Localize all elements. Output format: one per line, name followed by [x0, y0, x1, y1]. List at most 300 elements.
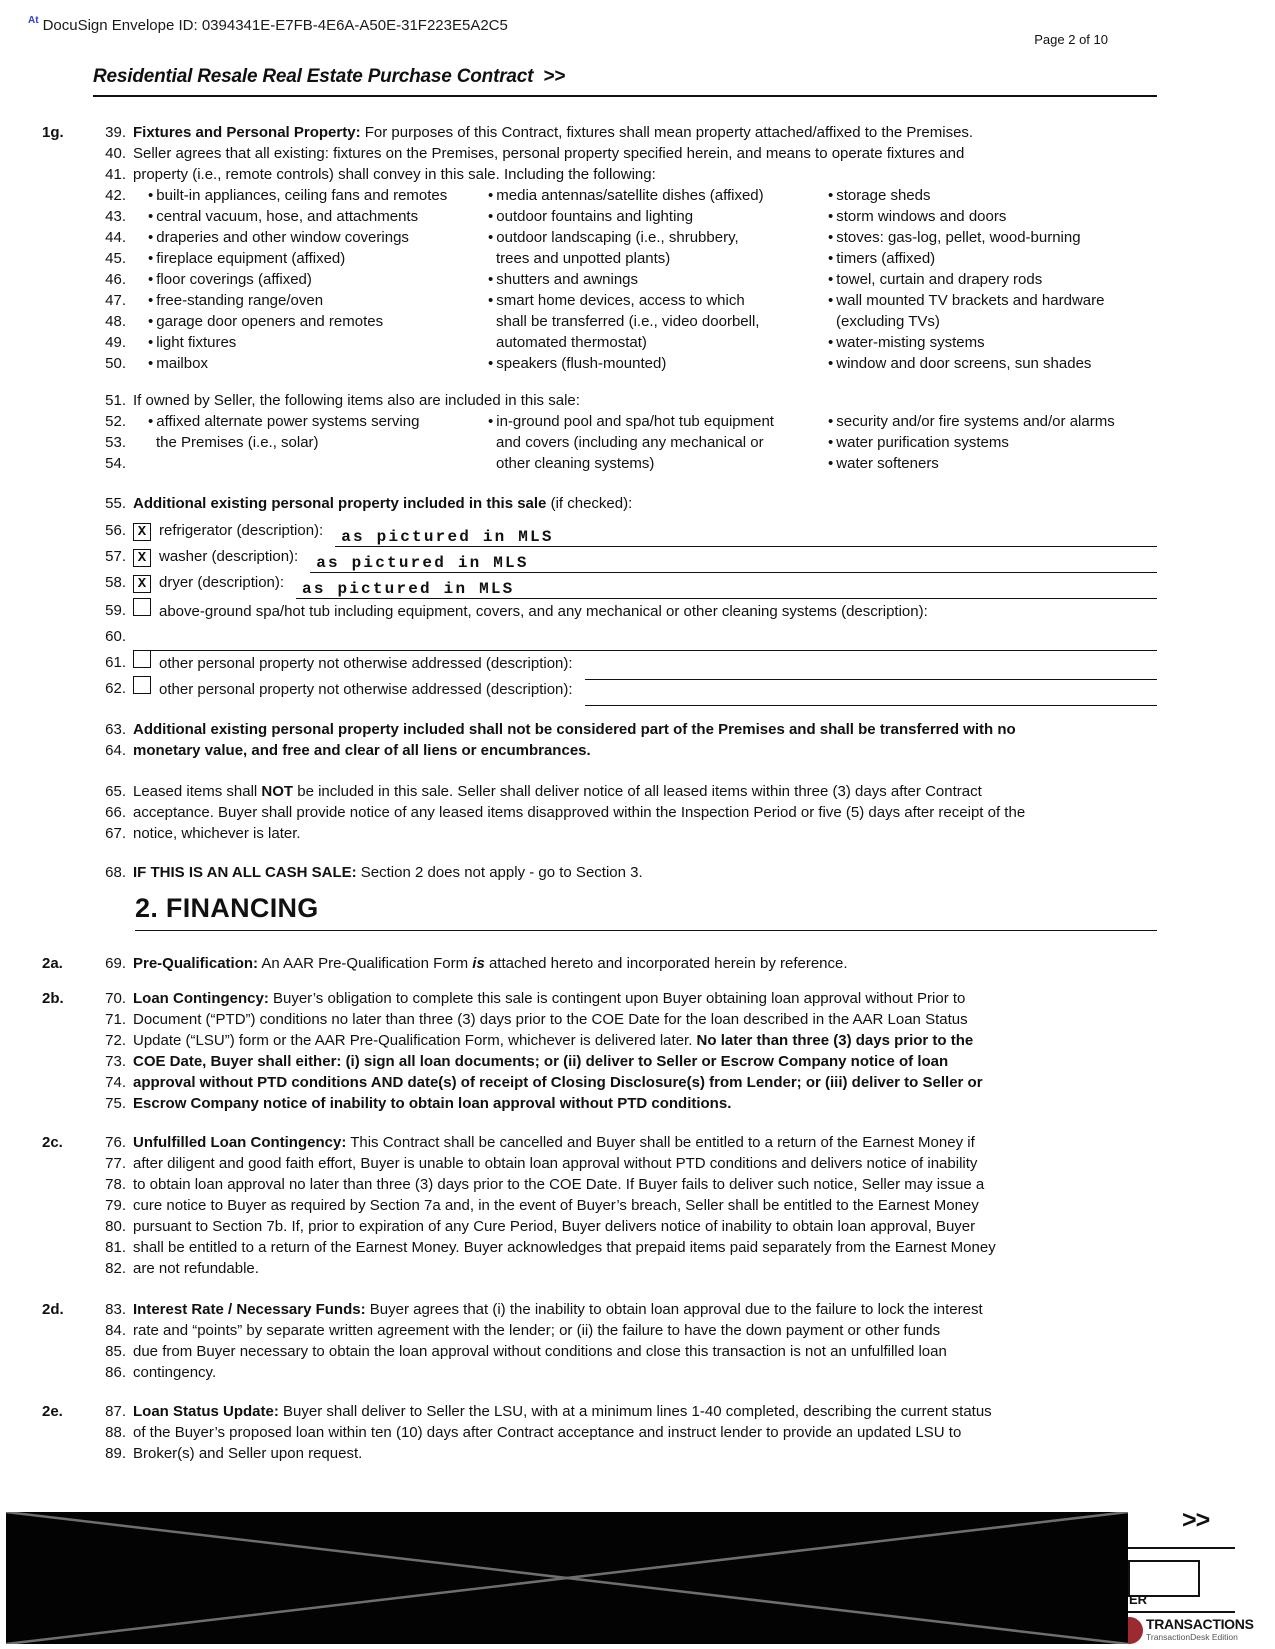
bullet-column	[828, 411, 1157, 432]
line-content	[133, 1443, 1157, 1464]
bullet-column	[828, 453, 1157, 474]
line-number: 68.	[105, 864, 126, 881]
text-run: is	[472, 955, 485, 972]
line-number: 44.	[105, 229, 126, 246]
line-number: 54.	[105, 455, 126, 472]
footer-partial-label: ER	[1129, 1592, 1148, 1607]
line-number: 86.	[105, 1364, 126, 1381]
line-number: 74.	[105, 1074, 126, 1091]
contract-line	[42, 1030, 1157, 1051]
bullet-column	[148, 332, 488, 353]
line-content	[133, 390, 1157, 411]
contract-line	[42, 1216, 1157, 1237]
line-number: 61.	[105, 654, 126, 671]
line-content	[133, 332, 1157, 353]
bullet-text: water softeners	[836, 455, 939, 472]
contract-line	[42, 544, 1157, 570]
checkbox-label: refrigerator (description):	[159, 522, 324, 539]
line-number: 49.	[105, 334, 126, 351]
line-number: 66.	[105, 804, 126, 821]
line-content	[133, 1341, 1157, 1362]
text-run: cure notice to Buyer as required by Section 7a and, in the event of Buyer’s breach, Seller shall be entitled to the Earnest Money	[133, 1197, 979, 1214]
checkbox-checked[interactable]: X	[133, 575, 151, 593]
line-number: 52.	[105, 413, 126, 430]
bullet-text: fireplace equipment (affixed)	[156, 250, 346, 267]
line-content	[133, 1051, 1157, 1072]
checkbox-unchecked[interactable]	[133, 598, 151, 616]
redaction-x-pattern	[6, 1512, 1128, 1644]
bullet-columns	[133, 311, 1157, 332]
bullet-column	[488, 332, 828, 353]
line-content	[133, 493, 1157, 514]
bullet-icon: •	[828, 434, 834, 451]
bullet-column	[488, 248, 828, 269]
contract-line	[42, 650, 1157, 676]
contract-line	[42, 227, 1157, 248]
bullet-icon: •	[828, 292, 834, 309]
bullet-columns	[133, 353, 1157, 374]
contract-line	[42, 1072, 1157, 1093]
bullet-icon: •	[828, 455, 834, 472]
description-value: as pictured in MLS	[341, 528, 554, 546]
contract-line	[42, 206, 1157, 227]
line-content	[133, 570, 1157, 596]
bullet-column	[828, 269, 1157, 290]
footer-chevrons-icon: >>	[1182, 1506, 1210, 1534]
line-number: 46.	[105, 271, 126, 288]
line-content	[133, 290, 1157, 311]
contract-line	[42, 570, 1157, 596]
bullet-icon: •	[488, 413, 494, 430]
text-run: Pre-Qualification:	[133, 955, 259, 972]
transactiondesk-logo-title: TRANSACTIONS	[1146, 1616, 1254, 1632]
line-content	[133, 1299, 1157, 1320]
text-run: Loan Status Update:	[133, 1403, 279, 1420]
bullet-columns	[133, 332, 1157, 353]
line-number: 55.	[105, 495, 126, 512]
annotation-marker-icon: At	[28, 15, 39, 26]
contract-line	[42, 1401, 1157, 1422]
section-key: 2e.	[42, 1403, 63, 1420]
bullet-text: outdoor landscaping (i.e., shrubbery,	[496, 229, 739, 246]
text-run: Unfulfilled Loan Contingency:	[133, 1134, 347, 1151]
line-number: 76.	[105, 1134, 126, 1151]
bullet-column	[148, 206, 488, 227]
contract-line	[42, 411, 1157, 432]
contract-title-bar	[93, 66, 1157, 97]
line-content	[133, 269, 1157, 290]
contract-line	[42, 185, 1157, 206]
checkbox-label: other personal property not otherwise addressed (description):	[159, 654, 573, 672]
line-content	[133, 1320, 1157, 1341]
bullet-columns	[133, 290, 1157, 311]
line-number: 45.	[105, 250, 126, 267]
line-content	[133, 823, 1157, 844]
bullet-text: floor coverings (affixed)	[156, 271, 312, 288]
bullet-column	[148, 290, 488, 311]
bullet-column	[148, 411, 488, 432]
text-run: shall be entitled to a return of the Earnest Money. Buyer acknowledges that prepaid items paid separately from the Earnest Money	[133, 1239, 996, 1256]
contract-line	[42, 248, 1157, 269]
line-number: 65.	[105, 783, 126, 800]
bullet-icon: •	[148, 334, 154, 351]
line-number: 56.	[105, 522, 126, 539]
text-run: COE Date, Buyer shall either: (i) sign all loan documents; or (ii) deliver to Seller or Escrow Company notice of loan	[133, 1053, 949, 1070]
contract-line	[42, 311, 1157, 332]
docusign-envelope-line	[28, 17, 508, 34]
bullet-text: built-in appliances, ceiling fans and remotes	[156, 187, 448, 204]
line-content	[133, 311, 1157, 332]
contract-line	[42, 1195, 1157, 1216]
line-number: 82.	[105, 1260, 126, 1277]
text-run: be included in this sale. Seller shall deliver notice of all leased items within three (3) days after Contract	[293, 783, 982, 800]
bullet-icon: •	[488, 187, 494, 204]
contract-line	[42, 1299, 1157, 1320]
description-field[interactable]	[335, 526, 1157, 547]
bullet-column	[828, 332, 1157, 353]
text-run: acceptance. Buyer shall provide notice of any leased items disapproved within the Inspection Period or five (5) days after receipt of the	[133, 804, 1026, 821]
text-run: Section 2 does not apply - go to Section 3.	[356, 864, 643, 881]
bullet-column	[488, 185, 828, 206]
bullet-column	[148, 185, 488, 206]
bullet-icon: •	[828, 187, 834, 204]
line-content	[133, 1237, 1157, 1258]
line-content	[133, 518, 1157, 544]
contract-line	[42, 676, 1157, 702]
contract-line	[42, 1051, 1157, 1072]
line-content	[133, 432, 1157, 453]
text-run: No later than three (3) days prior to the	[696, 1032, 974, 1049]
bullet-columns	[133, 411, 1157, 432]
text-run: Additional existing personal property included shall not be considered part of the Premises and shall be transferred with no	[133, 721, 1016, 738]
description-field[interactable]	[585, 659, 1157, 680]
bullet-column	[488, 353, 828, 374]
line-number: 89.	[105, 1445, 126, 1462]
line-content	[133, 676, 1157, 703]
bullet-text: other cleaning systems)	[496, 455, 655, 472]
bullet-column	[488, 453, 828, 474]
bullet-text: towel, curtain and drapery rods	[836, 271, 1043, 288]
line-number: 77.	[105, 1155, 126, 1172]
bullet-icon: •	[148, 187, 154, 204]
checkbox-label: washer (description):	[159, 548, 299, 565]
bullet-text: window and door screens, sun shades	[836, 355, 1092, 372]
section-key: 1g.	[42, 124, 64, 141]
bullet-column	[148, 269, 488, 290]
bullet-icon: •	[828, 334, 834, 351]
bullet-column	[148, 353, 488, 374]
bullet-text: and covers (including any mechanical or	[496, 434, 764, 451]
line-content	[133, 781, 1157, 802]
line-number: 75.	[105, 1095, 126, 1112]
checkbox-unchecked[interactable]	[133, 650, 151, 668]
contract-line	[42, 740, 1157, 761]
bullet-icon: •	[488, 208, 494, 225]
text-run: property (i.e., remote controls) shall convey in this sale. Including the following:	[133, 166, 656, 183]
contract-line	[42, 332, 1157, 353]
line-content	[133, 353, 1157, 374]
page-indicator: Page 2 of 10	[1034, 32, 1108, 47]
contract-line	[42, 1153, 1157, 1174]
description-field[interactable]	[296, 578, 1157, 599]
text-run: attached hereto and incorporated herein by reference.	[484, 955, 848, 972]
line-content	[133, 862, 1157, 883]
contract-line	[42, 624, 1157, 650]
bullet-columns	[133, 227, 1157, 248]
line-content	[133, 627, 1157, 648]
text-run: Fixtures and Personal Property:	[133, 124, 361, 141]
line-number: 85.	[105, 1343, 126, 1360]
text-run: For purposes of this Contract, fixtures shall mean property attached/affixed to the Premises.	[360, 124, 974, 141]
line-content	[133, 719, 1157, 740]
contract-line	[42, 862, 1157, 883]
contract-line	[42, 1362, 1157, 1383]
line-content	[133, 988, 1157, 1009]
contract-line	[42, 719, 1157, 740]
contract-line	[42, 1443, 1157, 1464]
bullet-column	[828, 432, 1157, 453]
text-run: Update (“LSU”) form or the AAR Pre-Qualification Form, whichever is delivered later.	[133, 1032, 697, 1049]
bullet-column	[828, 206, 1157, 227]
line-number: 64.	[105, 742, 126, 759]
text-run: rate and “points” by separate written agreement with the lender; or (ii) the failure to have the down payment or other funds	[133, 1322, 941, 1339]
line-number: 87.	[105, 1403, 126, 1420]
bullet-icon: •	[488, 292, 494, 309]
contract-line	[42, 953, 1157, 974]
contract-line	[42, 988, 1157, 1009]
bullet-text: media antennas/satellite dishes (affixed)	[496, 187, 764, 204]
checkbox-label: other personal property not otherwise addressed (description):	[159, 680, 573, 698]
contract-line	[42, 1320, 1157, 1341]
line-content	[133, 1401, 1157, 1422]
text-run: If owned by Seller, the following items also are included in this sale:	[133, 392, 580, 409]
contract-line	[42, 1093, 1157, 1114]
bullet-columns	[133, 248, 1157, 269]
line-content	[133, 122, 1157, 143]
line-number: 80.	[105, 1218, 126, 1235]
bullet-column	[488, 411, 828, 432]
redaction-box	[6, 1512, 1128, 1644]
line-number: 41.	[105, 166, 126, 183]
line-number: 40.	[105, 145, 126, 162]
line-number: 43.	[105, 208, 126, 225]
line-content	[133, 1009, 1157, 1030]
line-number: 59.	[105, 602, 126, 619]
bullet-icon: •	[148, 250, 154, 267]
text-run: Broker(s) and Seller upon request.	[133, 1445, 363, 1462]
bullet-text: wall mounted TV brackets and hardware	[836, 292, 1105, 309]
line-content	[133, 1153, 1157, 1174]
contract-line	[42, 1174, 1157, 1195]
bullet-text: water-misting systems	[836, 334, 985, 351]
bullet-text: garage door openers and remotes	[156, 313, 384, 330]
text-run: Buyer agrees that (i) the inability to obtain loan approval due to the failure to lock the interest	[365, 1301, 983, 1318]
bullet-text: central vacuum, hose, and attachments	[156, 208, 419, 225]
bullet-columns	[133, 185, 1157, 206]
bullet-column	[828, 311, 1157, 332]
contract-line	[42, 518, 1157, 544]
line-number: 78.	[105, 1176, 126, 1193]
description-field[interactable]	[310, 552, 1157, 573]
line-content	[133, 1362, 1157, 1383]
bullet-column	[148, 432, 488, 453]
line-content	[133, 143, 1157, 164]
line-content	[133, 1195, 1157, 1216]
bullet-column	[488, 206, 828, 227]
bullet-column	[828, 227, 1157, 248]
line-content	[133, 248, 1157, 269]
text-run: of the Buyer’s proposed loan within ten (10) days after Contract acceptance and instruct lender to provide an updated LSU to	[133, 1424, 962, 1441]
section-key: 2c.	[42, 1134, 63, 1151]
bullet-columns	[133, 269, 1157, 290]
bullet-column	[148, 227, 488, 248]
contract-line	[42, 802, 1157, 823]
bullet-column	[828, 353, 1157, 374]
contract-line	[42, 432, 1157, 453]
checkbox-unchecked[interactable]	[133, 676, 151, 694]
contract-line	[42, 269, 1157, 290]
contract-line	[42, 1009, 1157, 1030]
description-value: as pictured in MLS	[316, 554, 529, 572]
line-number: 67.	[105, 825, 126, 842]
bullet-column	[488, 311, 828, 332]
line-content	[133, 411, 1157, 432]
line-number: 42.	[105, 187, 126, 204]
bullet-icon: •	[828, 271, 834, 288]
bullet-text: smart home devices, access to which	[496, 292, 745, 309]
checkbox-checked[interactable]: X	[133, 523, 151, 541]
line-number: 48.	[105, 313, 126, 330]
contract-line	[42, 1258, 1157, 1279]
contract-line	[42, 781, 1157, 802]
bullet-icon: •	[148, 229, 154, 246]
line-number: 53.	[105, 434, 126, 451]
bullet-icon: •	[148, 292, 154, 309]
text-run: pursuant to Section 7b. If, prior to expiration of any Cure Period, Buyer delivers notice of inability to obtain loan approval, Buyer	[133, 1218, 976, 1235]
description-field[interactable]	[585, 685, 1157, 706]
bullet-text: security and/or fire systems and/or alarms	[836, 413, 1115, 430]
bullet-text: water purification systems	[836, 434, 1009, 451]
line-content	[133, 206, 1157, 227]
bullet-text: speakers (flush-mounted)	[496, 355, 667, 372]
transactiondesk-logo-subtitle: TransactionDesk Edition	[1146, 1632, 1238, 1642]
bullet-text: free-standing range/oven	[156, 292, 324, 309]
line-number: 71.	[105, 1011, 126, 1028]
text-run: Loan Contingency:	[133, 990, 269, 1007]
bullet-icon: •	[488, 355, 494, 372]
bullet-column	[488, 290, 828, 311]
contract-line	[42, 1422, 1157, 1443]
contract-line	[42, 493, 1157, 514]
text-run: Escrow Company notice of inability to obtain loan approval without PTD conditions.	[133, 1095, 732, 1112]
checkbox-label: dryer (description):	[159, 574, 285, 591]
bullet-text: the Premises (i.e., solar)	[156, 434, 319, 451]
line-content	[133, 1216, 1157, 1237]
bullet-icon: •	[828, 413, 834, 430]
contract-line	[42, 1341, 1157, 1362]
contract-body	[42, 122, 1157, 1464]
line-number: 73.	[105, 1053, 126, 1070]
bullet-text: storm windows and doors	[836, 208, 1007, 225]
bullet-icon: •	[148, 208, 154, 225]
bullet-icon: •	[828, 208, 834, 225]
checkbox-label: above-ground spa/hot tub including equipment, covers, and any mechanical or other cleaning systems (description):	[159, 602, 928, 620]
bullet-icon: •	[828, 229, 834, 246]
line-content	[133, 740, 1157, 761]
bullet-column	[148, 311, 488, 332]
line-content	[133, 227, 1157, 248]
bullet-icon: •	[488, 229, 494, 246]
text-run: notice, whichever is later.	[133, 825, 301, 842]
bullet-text: storage sheds	[836, 187, 931, 204]
contract-line	[42, 143, 1157, 164]
line-content	[133, 802, 1157, 823]
text-run: due from Buyer necessary to obtain the loan approval without conditions and close this transaction is not an unfulfilled loan	[133, 1343, 947, 1360]
description-field[interactable]	[135, 630, 1157, 651]
text-run: An AAR Pre-Qualification Form	[258, 955, 473, 972]
line-number: 57.	[105, 548, 126, 565]
text-run: NOT	[261, 783, 294, 800]
bullet-text: mailbox	[156, 355, 208, 372]
text-run: to obtain loan approval no later than three (3) days prior to the COE Date. If Buyer fails to deliver such notice, Seller may issue a	[133, 1176, 985, 1193]
line-content	[133, 1132, 1157, 1153]
line-number: 79.	[105, 1197, 126, 1214]
line-number: 70.	[105, 990, 126, 1007]
line-number: 84.	[105, 1322, 126, 1339]
bullet-text: shutters and awnings	[496, 271, 639, 288]
bullet-text: affixed alternate power systems serving	[156, 413, 420, 430]
contract-line	[42, 823, 1157, 844]
text-run: are not refundable.	[133, 1260, 259, 1277]
bullet-column	[488, 269, 828, 290]
checkbox-checked[interactable]: X	[133, 549, 151, 567]
text-run: Document (“PTD”) conditions no later than three (3) days prior to the COE Date for the loan described in the AAR Loan Status	[133, 1011, 968, 1028]
line-content	[133, 1030, 1157, 1051]
bullet-icon: •	[148, 271, 154, 288]
text-run: This Contract shall be cancelled and Buyer shall be entitled to a return of the Earnest Money if	[346, 1134, 975, 1151]
bullet-column	[828, 185, 1157, 206]
section-key: 2d.	[42, 1301, 64, 1318]
bullet-text: automated thermostat)	[496, 334, 647, 351]
bullet-text: timers (affixed)	[836, 250, 936, 267]
line-content	[133, 1174, 1157, 1195]
text-run: Buyer shall deliver to Seller the LSU, with at a minimum lines 1-40 completed, describing the current status	[278, 1403, 992, 1420]
bullet-text: in-ground pool and spa/hot tub equipment	[496, 413, 774, 430]
line-content	[133, 650, 1157, 677]
bullet-text: light fixtures	[156, 334, 237, 351]
line-number: 51.	[105, 392, 126, 409]
contract-line	[42, 164, 1157, 185]
bullet-icon: •	[828, 355, 834, 372]
bullet-column	[828, 248, 1157, 269]
line-number: 69.	[105, 955, 126, 972]
bullet-column	[488, 227, 828, 248]
section-heading-rule	[135, 930, 1157, 931]
bullet-columns	[133, 453, 1157, 474]
bullet-text: stoves: gas-log, pellet, wood-burning	[836, 229, 1081, 246]
text-run: Additional existing personal property included in this sale	[133, 495, 547, 512]
bullet-icon: •	[488, 271, 494, 288]
bullet-column	[828, 290, 1157, 311]
bullet-text: (excluding TVs)	[836, 313, 940, 330]
line-content	[133, 1072, 1157, 1093]
bullet-text: draperies and other window coverings	[156, 229, 409, 246]
bullet-icon: •	[148, 355, 154, 372]
bullet-column	[148, 248, 488, 269]
line-content	[133, 164, 1157, 185]
bullet-icon: •	[828, 250, 834, 267]
line-content	[133, 953, 1157, 974]
